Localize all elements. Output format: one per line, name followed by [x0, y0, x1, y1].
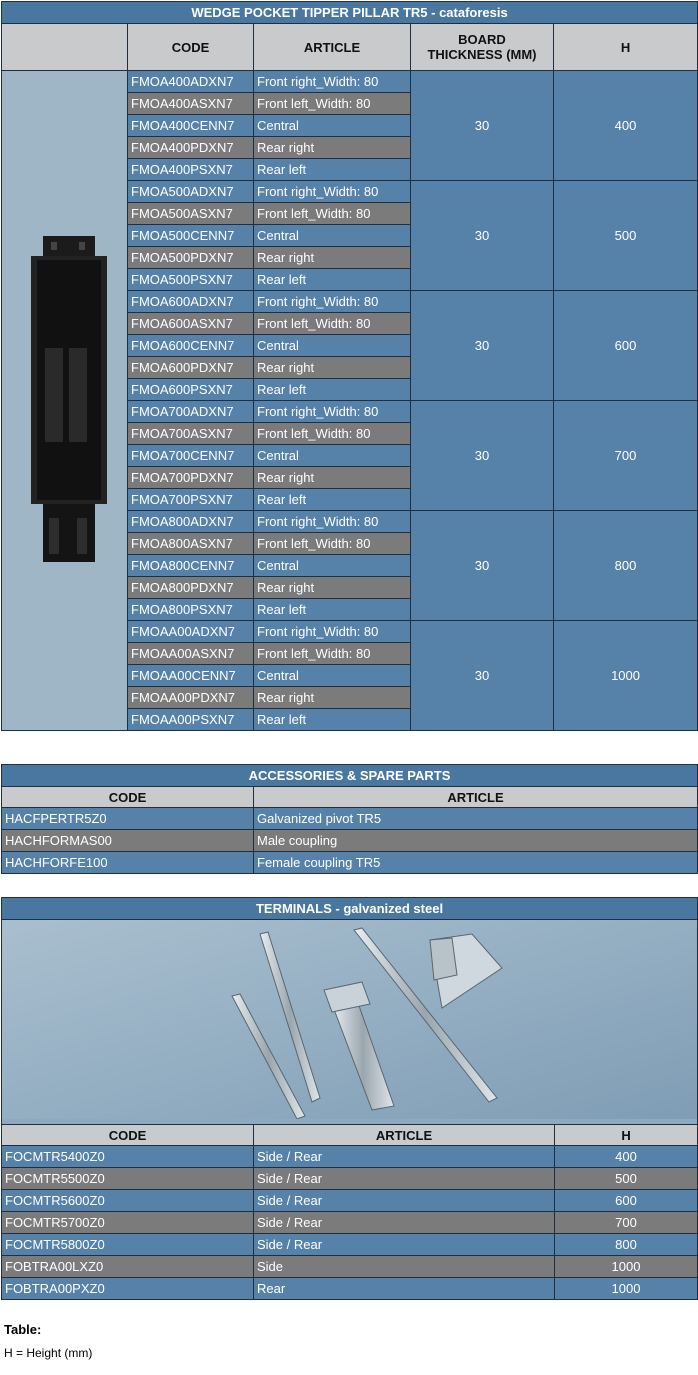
code-cell: HACHFORFE100	[2, 852, 254, 874]
header-board-thickness: BOARD THICKNESS (MM)	[411, 24, 554, 71]
code-cell: FMOA800PSXN7	[128, 599, 254, 621]
article-cell: Rear left	[254, 599, 411, 621]
article-cell: Front right_Width: 80	[254, 291, 411, 313]
height-cell: 500	[554, 181, 698, 291]
header-article: ARTICLE	[254, 24, 411, 71]
terminals-header-h: H	[555, 1125, 698, 1146]
terminals-title: TERMINALS - galvanized steel	[2, 898, 698, 920]
code-cell: FMOA400ADXN7	[128, 71, 254, 93]
height-cell: 400	[554, 71, 698, 181]
article-cell: Central	[254, 445, 411, 467]
article-cell: Central	[254, 115, 411, 137]
article-cell: Rear right	[254, 577, 411, 599]
table-row	[2, 1212, 698, 1234]
article-cell: Rear right	[254, 247, 411, 269]
code-cell: FMOA700CENN7	[128, 445, 254, 467]
accessories-title: ACCESSORIES & SPARE PARTS	[2, 765, 698, 787]
code-cell: FMOA600PSXN7	[128, 379, 254, 401]
board-thickness-cell: 30	[411, 291, 554, 401]
code-cell: FMOA500CENN7	[128, 225, 254, 247]
code-cell: FMOA700PDXN7	[128, 467, 254, 489]
table-row	[2, 808, 698, 830]
code-cell: FMOA800PDXN7	[128, 577, 254, 599]
code-cell: FMOA800ASXN7	[128, 533, 254, 555]
code-cell: FMOA600ASXN7	[128, 313, 254, 335]
height-cell: 700	[554, 401, 698, 511]
article-cell: Male coupling	[254, 830, 698, 852]
height-cell: 600	[554, 291, 698, 401]
article-cell: Rear left	[254, 709, 411, 731]
terminals-header-article: ARTICLE	[254, 1125, 555, 1146]
article-cell: Rear left	[254, 489, 411, 511]
article-cell: Front right_Width: 80	[254, 511, 411, 533]
article-cell: Front left_Width: 80	[254, 313, 411, 335]
pillar-illustration	[5, 228, 125, 568]
code-cell: HACHFORMAS00	[2, 830, 254, 852]
table-row	[2, 1146, 698, 1168]
header-h: H	[554, 24, 698, 71]
article-cell: Rear right	[254, 137, 411, 159]
article-cell: Central	[254, 335, 411, 357]
notes-text: H = Height (mm)	[4, 1346, 93, 1360]
article-cell: Front left_Width: 80	[254, 643, 411, 665]
height-cell: 800	[555, 1234, 698, 1256]
code-cell: FMOA500PSXN7	[128, 269, 254, 291]
code-cell: FOCMTR5800Z0	[2, 1234, 254, 1256]
article-cell: Central	[254, 555, 411, 577]
article-cell: Side / Rear	[254, 1234, 555, 1256]
article-cell: Central	[254, 225, 411, 247]
article-cell: Side / Rear	[254, 1146, 555, 1168]
height-cell: 1000	[555, 1278, 698, 1300]
code-cell: FMOA400CENN7	[128, 115, 254, 137]
code-cell: FOCMTR5500Z0	[2, 1168, 254, 1190]
article-cell: Front right_Width: 80	[254, 401, 411, 423]
code-cell: FOCMTR5600Z0	[2, 1190, 254, 1212]
table-row	[2, 1168, 698, 1190]
article-cell: Rear left	[254, 159, 411, 181]
code-cell: FMOAA00ADXN7	[128, 621, 254, 643]
article-cell: Front right_Width: 80	[254, 181, 411, 203]
table-row	[2, 1256, 698, 1278]
code-cell: HACFPERTR5Z0	[2, 808, 254, 830]
code-cell: FMOA600CENN7	[128, 335, 254, 357]
table-row	[2, 830, 698, 852]
accessories-header-article: ARTICLE	[254, 787, 698, 808]
terminals-photo	[2, 920, 698, 1125]
article-cell: Front right_Width: 80	[254, 621, 411, 643]
header-code: CODE	[128, 24, 254, 71]
article-cell: Side / Rear	[254, 1168, 555, 1190]
height-cell: 800	[554, 511, 698, 621]
height-cell: 400	[555, 1146, 698, 1168]
code-cell: FOBTRA00PXZ0	[2, 1278, 254, 1300]
board-thickness-cell: 30	[411, 511, 554, 621]
code-cell: FOCMTR5700Z0	[2, 1212, 254, 1234]
article-cell: Rear right	[254, 357, 411, 379]
code-cell: FMOA700PSXN7	[128, 489, 254, 511]
table-row	[2, 1190, 698, 1212]
height-cell: 600	[555, 1190, 698, 1212]
table-row	[2, 1234, 698, 1256]
code-cell: FMOAA00CENN7	[128, 665, 254, 687]
code-cell: FMOA500ASXN7	[128, 203, 254, 225]
code-cell: FMOA600ADXN7	[128, 291, 254, 313]
code-cell: FMOAA00PDXN7	[128, 687, 254, 709]
board-thickness-cell: 30	[411, 181, 554, 291]
accessories-table	[1, 764, 698, 874]
article-cell: Rear	[254, 1278, 555, 1300]
code-cell: FMOA800ADXN7	[128, 511, 254, 533]
code-cell: FMOA600PDXN7	[128, 357, 254, 379]
article-cell: Galvanized pivot TR5	[254, 808, 698, 830]
article-cell: Side / Rear	[254, 1212, 555, 1234]
article-cell: Female coupling TR5	[254, 852, 698, 874]
board-thickness-cell: 30	[411, 71, 554, 181]
code-cell: FMOAA00ASXN7	[128, 643, 254, 665]
code-cell: FMOA400PDXN7	[128, 137, 254, 159]
board-thickness-cell: 30	[411, 621, 554, 731]
code-cell: FMOA700ASXN7	[128, 423, 254, 445]
code-cell: FOBTRA00LXZ0	[2, 1256, 254, 1278]
article-cell: Rear left	[254, 379, 411, 401]
code-cell: FMOA800CENN7	[128, 555, 254, 577]
article-cell: Rear left	[254, 269, 411, 291]
table-row	[2, 852, 698, 874]
terminals-illustration	[2, 920, 698, 1119]
article-cell: Side / Rear	[254, 1190, 555, 1212]
article-cell: Front left_Width: 80	[254, 423, 411, 445]
code-cell: FMOA500ADXN7	[128, 181, 254, 203]
height-cell: 500	[555, 1168, 698, 1190]
article-cell: Side	[254, 1256, 555, 1278]
article-cell: Central	[254, 665, 411, 687]
header-blank	[2, 24, 128, 71]
main-table	[1, 1, 698, 731]
code-cell: FMOA400PSXN7	[128, 159, 254, 181]
article-cell: Front right_Width: 80	[254, 71, 411, 93]
code-cell: FMOA400ASXN7	[128, 93, 254, 115]
board-thickness-cell: 30	[411, 401, 554, 511]
article-cell: Front left_Width: 80	[254, 93, 411, 115]
code-cell: FOCMTR5400Z0	[2, 1146, 254, 1168]
height-cell: 1000	[555, 1256, 698, 1278]
main-table-title: WEDGE POCKET TIPPER PILLAR TR5 - cataforesis	[2, 2, 698, 24]
table-row	[2, 71, 698, 93]
code-cell: FMOA700ADXN7	[128, 401, 254, 423]
accessories-header-code: CODE	[2, 787, 254, 808]
height-cell: 1000	[554, 621, 698, 731]
article-cell: Front left_Width: 80	[254, 533, 411, 555]
table-row	[2, 1278, 698, 1300]
article-cell: Rear right	[254, 467, 411, 489]
article-cell: Front left_Width: 80	[254, 203, 411, 225]
height-cell: 700	[555, 1212, 698, 1234]
notes-title: Table:	[4, 1322, 42, 1337]
code-cell: FMOA500PDXN7	[128, 247, 254, 269]
terminals-table	[1, 897, 698, 1300]
article-cell: Rear right	[254, 687, 411, 709]
code-cell: FMOAA00PSXN7	[128, 709, 254, 731]
product-image-cell	[2, 71, 128, 731]
terminals-header-code: CODE	[2, 1125, 254, 1146]
